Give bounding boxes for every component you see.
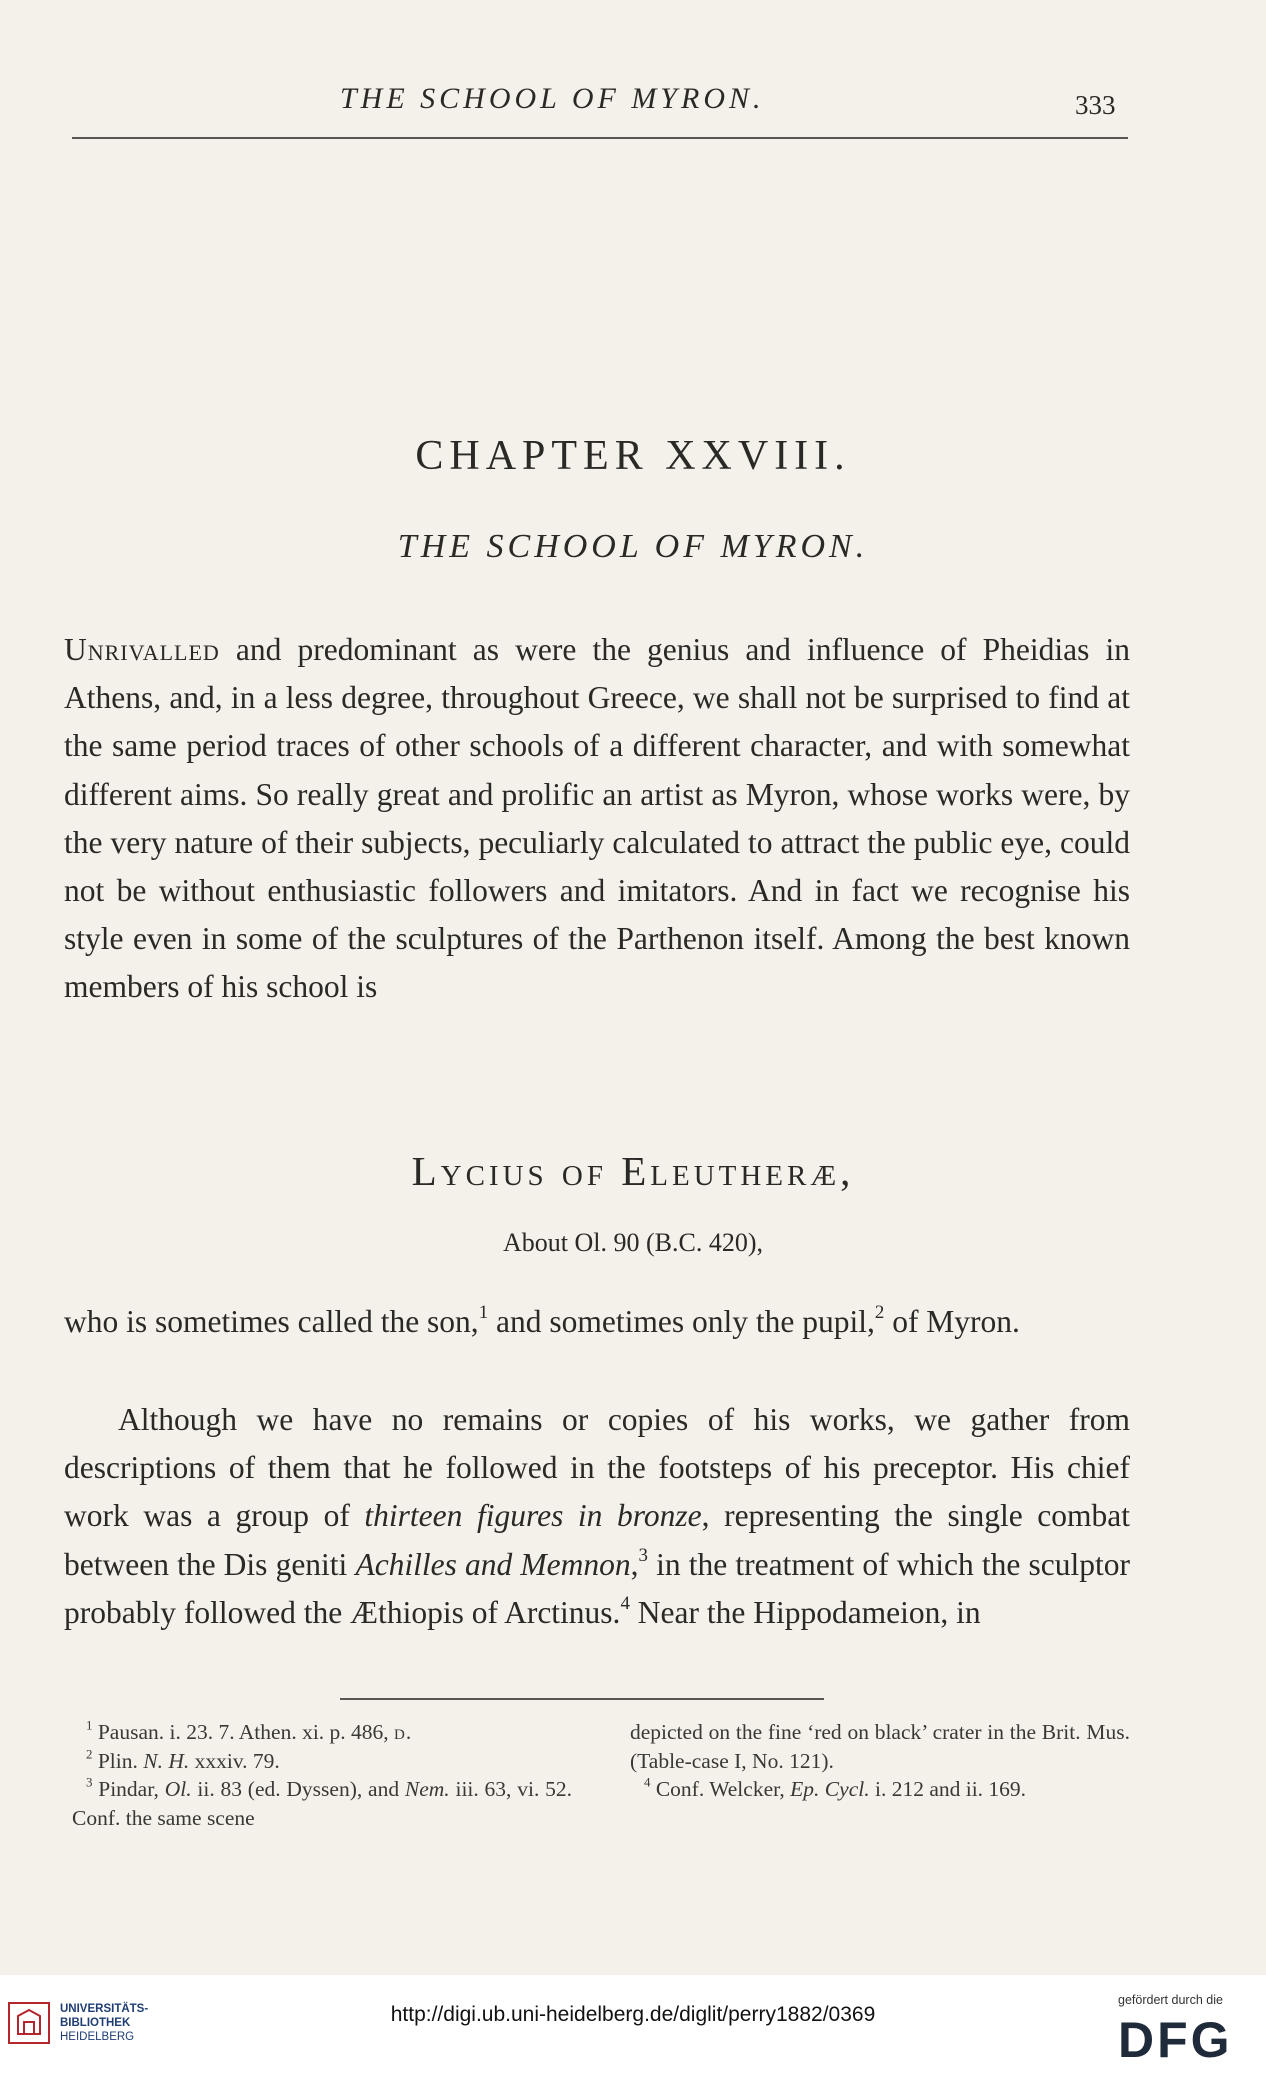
footnote-italic: N. H.: [143, 1748, 190, 1773]
footnote-ref-3: 3: [638, 1544, 648, 1566]
footnote-text: xxxiv. 79.: [189, 1748, 280, 1773]
footnote-mark: 3: [86, 1775, 93, 1790]
text-run: , representing the single combat between the Dis geniti: [64, 1498, 1130, 1582]
chapter-subtitle: THE SCHOOL OF MYRON.: [397, 528, 869, 565]
footnote-1: [72, 1718, 572, 1747]
footnote-rule: [340, 1698, 824, 1700]
footnote-mark: 1: [86, 1718, 93, 1733]
text-run: Although we have no remains or copies of his works, we gather from descriptions of them that he followed in the footsteps of his preceptor. His chief work was a group of: [64, 1402, 1130, 1534]
footnote-text: Plin.: [92, 1748, 144, 1773]
footnote-mark: 2: [86, 1746, 93, 1761]
text-run: who is sometimes called the son,: [64, 1304, 479, 1339]
lead-word: Unrivalled: [64, 632, 220, 667]
footnote-text: d.: [394, 1720, 413, 1744]
library-name-line: UNIVERSITÄTS-: [60, 2003, 149, 2015]
italic-run: thirteen figures in bronze: [364, 1498, 702, 1534]
section-heading: Lycius of Eleutheræ,: [411, 1148, 855, 1194]
library-name-line: BIBLIOTHEK: [60, 2017, 131, 2029]
footnote-text: i. 212 and ii. 169.: [869, 1777, 1027, 1801]
footnote-ref-4: 4: [620, 1592, 630, 1614]
footnote-2: [72, 1747, 572, 1776]
footnote-4: [630, 1775, 1130, 1804]
section-date: About Ol. 90 (B.C. 420),: [503, 1228, 763, 1257]
paragraph-intro-text: and predominant as were the genius and influence of Pheidias in Athens, and, in a less degree, throughout Greece, we shall not be surprised to find at the same period traces of other schools of a different character, and with somewhat different aims. So really great and prolific an artist as Myron, whose works were, by the very nature of their subjects, peculiarly calculated to attract the public eye, could not be without enthusiastic followers and imitators. And in fact we recognise his style even in some of the sculptures of the Parthenon itself. Among the best known members of his school is: [64, 632, 1130, 1005]
footnote-italic: Ol.: [164, 1777, 192, 1801]
running-head: [0, 82, 1266, 122]
footnote-3-continued: depicted on the fine ‘red on black’ crater in the Brit. Mus. (Table-case I, No. 121).: [630, 1720, 1130, 1773]
paragraph-lycius: [64, 1298, 1130, 1346]
header-rule: [72, 137, 1128, 139]
footnote-text: Conf. Welcker,: [650, 1777, 791, 1801]
text-run: Near the Hippodameion, in: [629, 1594, 981, 1630]
funded-by-label: gefördert durch die: [1118, 1993, 1223, 2007]
footnote-text: ii. 83 (ed. Dyssen), and: [191, 1777, 405, 1801]
source-url-link[interactable]: http://digi.ub.uni-heidelberg.de/diglit/perry1882/0369: [390, 2003, 876, 2026]
library-name-line: HEIDELBERG: [60, 2031, 135, 2043]
italic-run: Achilles and Memnon: [355, 1546, 631, 1582]
footnote-text: Pausan. i. 23. 7. Athen. xi. p. 486,: [92, 1720, 395, 1744]
text-run: ,: [630, 1546, 639, 1582]
footnote-italic: Ep. Cycl.: [790, 1777, 870, 1801]
text-run: in the treatment of which the sculptor probably followed the Æthiopis of Arctinus.: [64, 1546, 1131, 1630]
footnote-mark: 4: [644, 1775, 651, 1790]
text-run: and sometimes only the pupil,: [488, 1304, 875, 1339]
footnote-ref-1: 1: [478, 1301, 489, 1323]
footnote-italic: Nem.: [404, 1777, 450, 1801]
running-head-title: THE SCHOOL OF MYRON.: [340, 82, 765, 115]
footnote-3: [72, 1775, 572, 1832]
paragraph-intro: [64, 626, 1130, 1012]
page-number: 333: [1075, 90, 1116, 120]
chapter-heading: CHAPTER XXVIII.: [415, 433, 851, 479]
footnote-ref-2: 2: [874, 1301, 885, 1323]
funder-logo[interactable]: [1108, 1993, 1258, 2073]
footnote-column-left: [72, 1718, 572, 1832]
dfg-wordmark: DFG: [1118, 2012, 1233, 2068]
footnote-column-right: [630, 1718, 1130, 1832]
digitization-footer: [0, 1975, 1266, 2079]
text-run: of Myron.: [884, 1304, 1020, 1339]
footnote-text: iii. 63, vi. 52. Conf. the same scene: [72, 1777, 572, 1830]
footnotes: [72, 1718, 1130, 1832]
footnote-text: Pindar,: [92, 1777, 165, 1801]
paragraph-works: [64, 1396, 1130, 1637]
